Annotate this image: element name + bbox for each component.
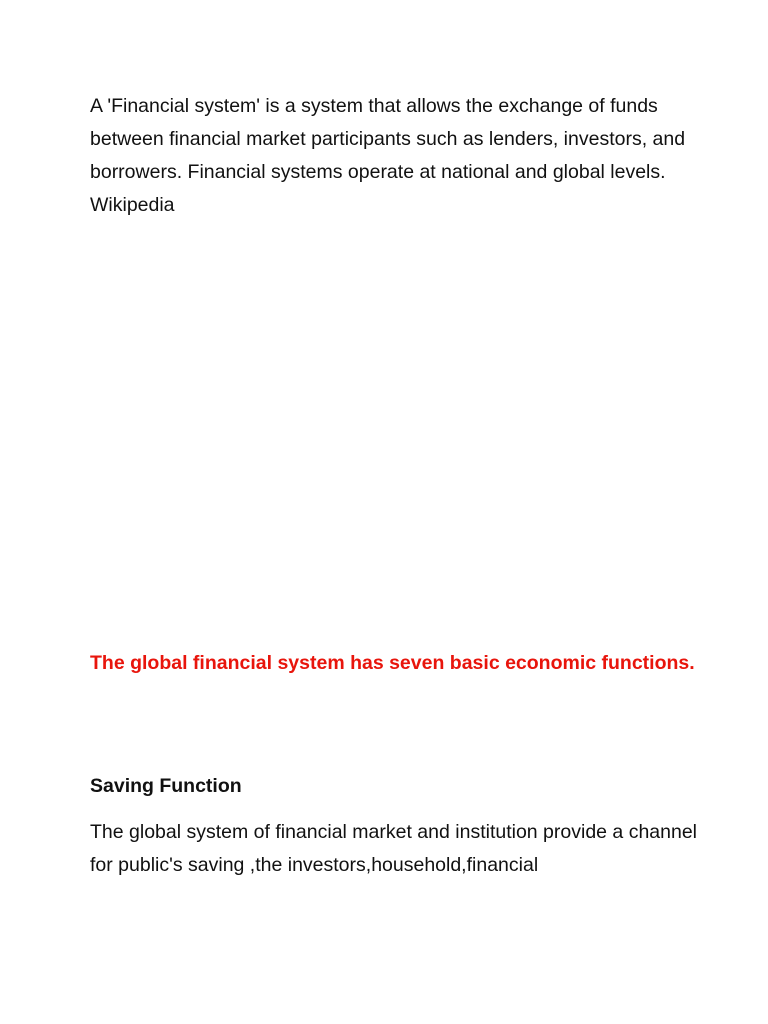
section-heading: Saving Function [90, 775, 242, 797]
intro-paragraph: A 'Financial system' is a system that allows the exchange of funds between financial market participants such as lenders, investors, and borrowers. Financial systems operate at national and global levels. Wikipedia [90, 95, 686, 216]
highlight-paragraph: The global financial system has seven basic economic functions. [90, 652, 695, 674]
section-paragraph: The global system of financial market and institution provide a channel for public's saving ,the investors,household,financial [90, 821, 698, 876]
